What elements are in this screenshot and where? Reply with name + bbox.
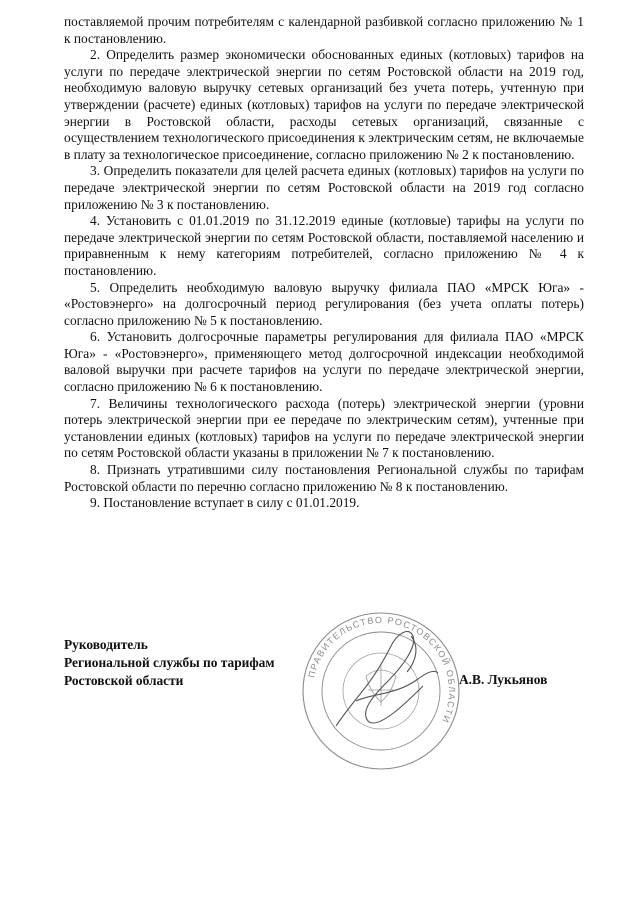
paragraph-item-4: 4. Установить с 01.01.2019 по 31.12.2019 единые (котловые) тарифы на услуги по передаче электрической энергии по сетям Ростовской области, поставляемой населению и приравненным к нему категориям потребителей, согласно приложению № 4 к постановлению. bbox=[64, 213, 584, 278]
paragraph-item-6: 6. Установить долгосрочные параметры регулирования для филиала ПАО «МРСК Юга» - «Ростовэнерго», применяющего метод долгосрочной индексации необходимой валовой выручки при расчете тарифов на услуги по передаче электрической энергии, согласно приложению № 6 к постановлению. bbox=[64, 329, 584, 395]
paragraph-item-2: 2. Определить размер экономически обоснованных единых (котловых) тарифов на услуги по передаче электрической энергии по сетям Ростовской области на 2019 год, необходимую валовую выручку сетевых организаций без учета потерь, учтенную при утверждении (расчете) единых (котловых) тарифов на услуги по передаче электрической энергии в Ростовской области, расходы сетевых организаций, связанные с осуществлением технологического присоединения к электрическим сетям, не включаемые в плату за технологическое присоединение, согласно приложению № 2 к постановлению. bbox=[64, 47, 584, 162]
document-body bbox=[64, 14, 584, 512]
paragraph-item-9: 9. Постановление вступает в силу с 01.01.2019. bbox=[90, 495, 360, 511]
signer-name: А.В. Лукьянов bbox=[459, 672, 548, 687]
paragraph-item-7: 7. Величины технологического расхода (потерь) электрической энергии (уровни потерь электрической энергии при ее передаче по электрическим сетям), учтенные при установлении единых (котловых) тарифов на услуги по передаче электрической энергии по сетям Ростовской области указаны в приложении № 7 к постановлению. bbox=[64, 395, 584, 461]
paragraph-item-3: 3. Определить показатели для целей расчета единых (котловых) тарифов на услуги по передаче электрической энергии по сетям Ростовской области на 2019 год согласно приложению № 3 к постановлению. bbox=[64, 163, 584, 212]
signatory-title-line-3: Ростовской области bbox=[64, 673, 184, 688]
paragraph-item-5: 5. Определить необходимую валовую выручку филиала ПАО «МРСК Юга» - «Ростовэнерго» на долгосрочный период регулирования (без учета оплаты потерь) согласно приложению № 5 к постановлению. bbox=[64, 279, 584, 328]
handwritten-signature bbox=[336, 631, 438, 726]
seal-emblem bbox=[366, 666, 396, 706]
official-seal-stamp bbox=[296, 606, 466, 776]
signatory-title-line-1: Руководитель bbox=[64, 637, 148, 652]
svg-text:ПРАВИТЕЛЬСТВО РОСТОВСКОЙ ОБЛАС: ПРАВИТЕЛЬСТВО РОСТОВСКОЙ ОБЛАСТИ bbox=[306, 614, 458, 726]
paragraph-1-continuation: поставляемой прочим потребителям с календарной разбивкой согласно приложению № 1 к постановлению. bbox=[64, 14, 584, 46]
signatory-title-line-2: Региональной службы по тарифам bbox=[64, 655, 275, 670]
paragraph-item-8: 8. Признать утратившими силу постановления Региональной службы по тарифам Ростовской области по перечню согласно приложению № 8 к постановлению. bbox=[64, 462, 584, 494]
